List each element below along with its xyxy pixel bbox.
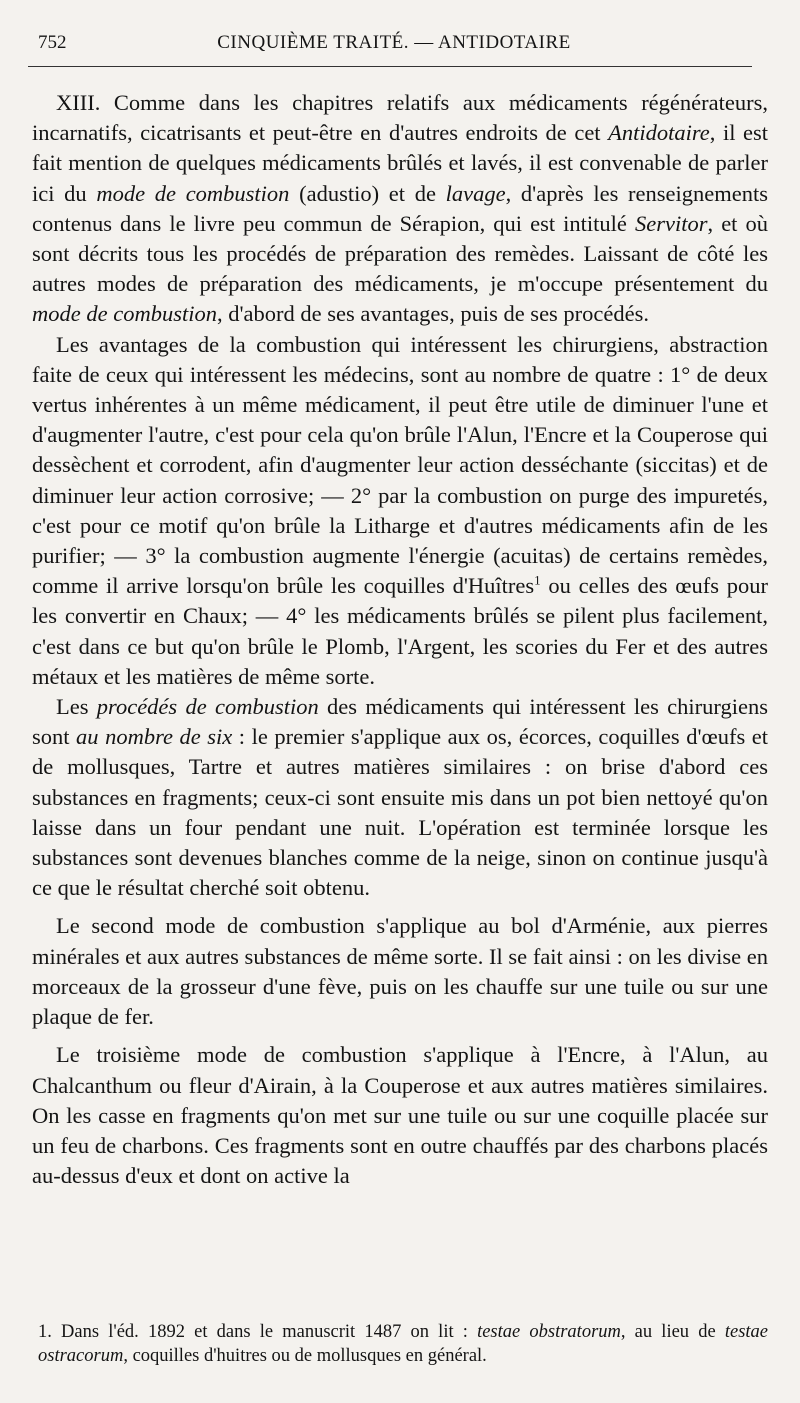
paragraph-xiii: [32, 88, 768, 330]
text-run: , d'abord de ses avantages, puis de ses procédés.: [216, 301, 650, 327]
italic-run: testae ostracorum: [38, 1322, 768, 1366]
footnote: [38, 1320, 768, 1368]
footnote-ref: 1: [534, 572, 541, 588]
text-run: Les avantages de la combustion qui intéressent les chirurgiens, abstraction faite de ceux qui intéressent les médecins, sont au nombre de quatre : 1° de deux vertus inhérentes à un même médicament, il peut être utile de diminuer l'une et d'augmenter l'autre, c'est pour cela qu'on brûle l'Alun, l'Encre et la Couperose qui dessèchent et corrodent, afin d'augmenter leur action desséchante (siccitas) et de diminuer leur action corrosive; — 2° par la combustion on purge des impuretés, c'est pour ce motif qu'on brûle la Litharge et d'autres médicaments afin de les purifier; — 3° la combustion augmente l'énergie (acuitas) de certains remèdes, comme il arrive lorsqu'on brûle les coquilles d'Huîtres: [32, 331, 768, 599]
text-run: , au lieu de: [620, 1322, 725, 1342]
text-run: , et où sont décrits tous les procédés de préparation des remèdes. Laissant de côté les autres modes de préparation des médicaments, je m'occupe présentement du: [32, 210, 768, 297]
running-title: CINQUIÈME TRAITÉ. — ANTIDOTAIRE: [217, 32, 571, 53]
body-text: [32, 88, 768, 1191]
italic-run: procédés de combustion: [96, 694, 319, 720]
text-run: , il est fait mention de quelques médicaments brûlés et lavés, il est convenable de parler ici du: [32, 120, 768, 206]
text-run: , coquilles d'huitres ou de mollusques en général.: [123, 1346, 487, 1366]
italic-run: Servitor: [635, 210, 708, 236]
page-number: 752: [38, 32, 67, 53]
page-header: [38, 28, 750, 56]
paragraph-third-mode: Le troisième mode de combustion s'applique à l'Encre, à l'Alun, au Chalcanthum ou fleur d'Airain, à la Couperose et aux autres matières similaires. On les casse en fragments qu'on met sur une tuile ou sur une coquille placée sur un feu de charbons. Ces fragments sont en outre chauffés par des charbons placés au-dessus d'eux et dont on active la: [32, 1042, 768, 1189]
text-run: des médicaments qui intéressent les chirurgiens sont: [32, 694, 768, 750]
text-run: , d'après les renseignements contenus dans le livre peu commun de Sérapion, qui est intitulé: [32, 180, 768, 236]
text-run: Les: [56, 694, 97, 720]
text-run: ou celles des œufs pour les convertir en Chaux; — 4° les médicaments brûlés se pilent plus facilement, c'est dans ce but qu'on brûle le Plomb, l'Argent, les scories du Fer et des autres métaux et les matières de même sorte.: [32, 573, 768, 689]
paragraph-avantages: [32, 330, 768, 692]
paragraph-procedes: [32, 692, 768, 903]
paragraph-second-mode: Le second mode de combustion s'applique au bol d'Arménie, aux pierres minérales et aux autres substances de même sorte. Il se fait ainsi : on les divise en morceaux de la grosseur d'une fève, puis on les chauffe sur une tuile ou sur une plaque de fer.: [32, 913, 768, 1030]
italic-run: au nombre de six: [76, 724, 233, 750]
italic-run: testae obstratorum: [477, 1322, 621, 1342]
header-rule: [28, 66, 752, 67]
text-run: : le premier s'applique aux os, écorces, coquilles d'œufs et de mollusques, Tartre et autres matières similaires : on brise d'abord ces substances en fragments; ceux-ci sont ensuite mis dans un pot bien nettoyé qu'on laisse dans un four pendant une nuit. L'opération est terminée lorsque les substances sont devenues blanches comme de la neige, sinon on continue jusqu'à ce que le résultat cherché soit obtenu.: [32, 724, 769, 901]
italic-run: mode de combustion: [96, 180, 290, 206]
text-run: (adustio) et de: [289, 180, 446, 206]
text-run: XIII. Comme dans les chapitres relatifs aux médicaments régénérateurs, incarnatifs, cicatrisants et peut-être en d'autres endroits de cet: [32, 90, 768, 146]
italic-run: Antidotaire: [608, 120, 710, 146]
italic-run: mode de combustion: [32, 301, 217, 327]
italic-run: lavage: [445, 180, 506, 206]
footnote-number: 1.: [38, 1322, 52, 1342]
text-run: Dans l'éd. 1892 et dans le manuscrit 1487 on lit :: [51, 1322, 478, 1342]
